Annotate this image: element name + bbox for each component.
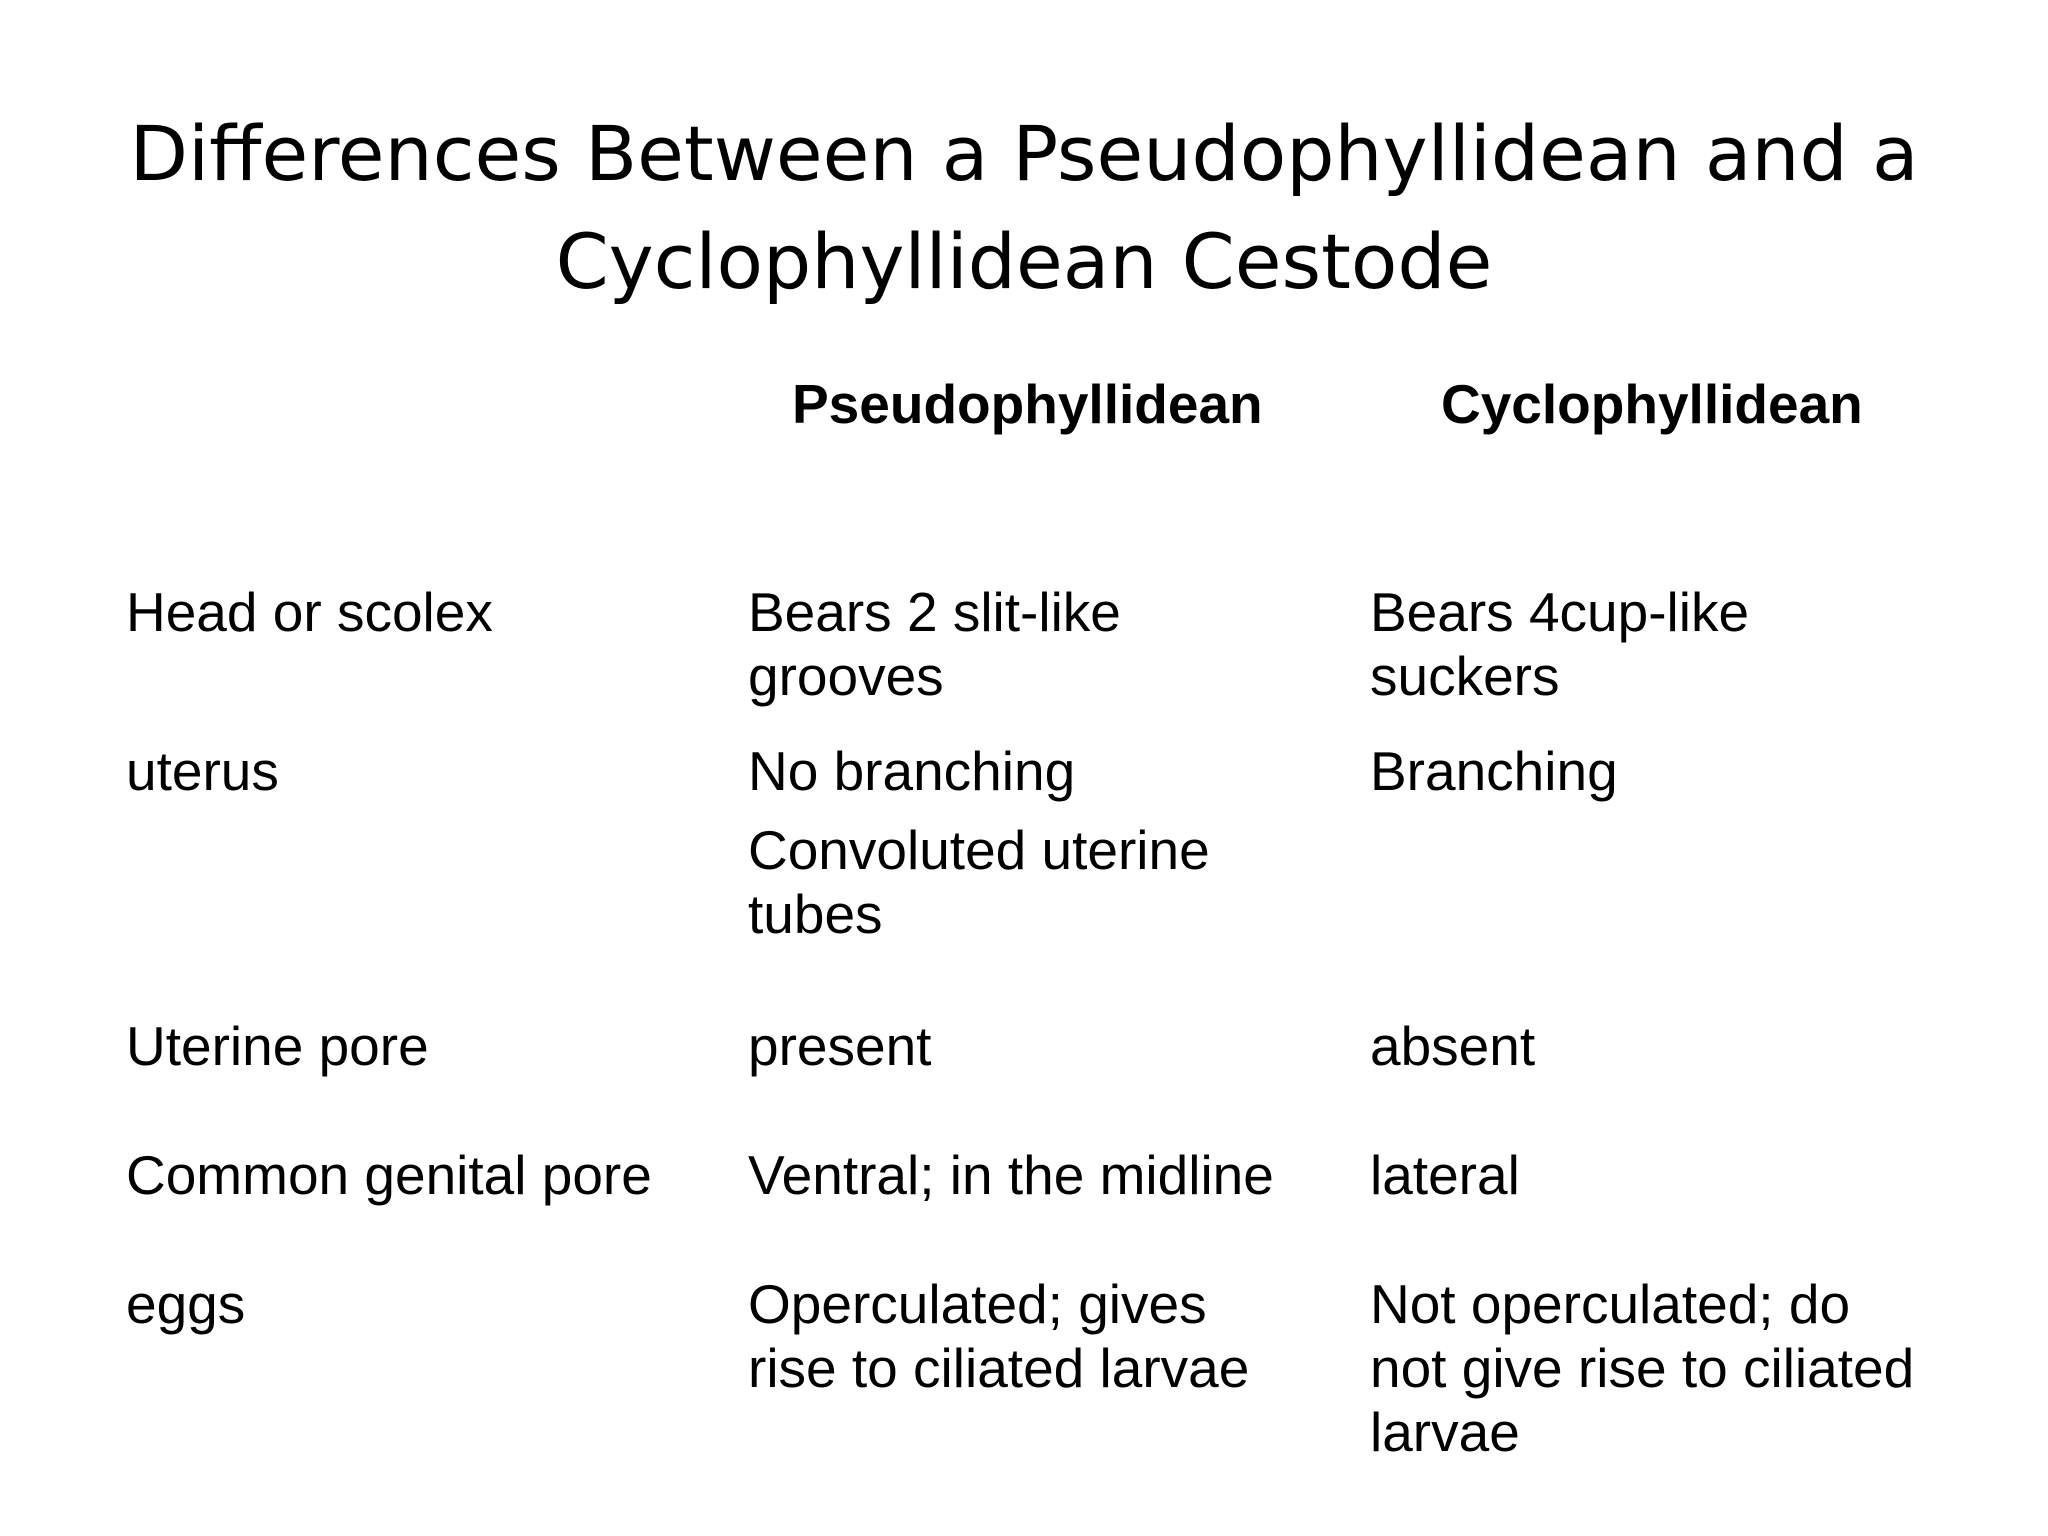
row-label-eggs: eggs — [126, 1273, 246, 1335]
row-label-head-or-scolex: Head or scolex — [126, 581, 493, 643]
cell-pseudo-uterus-extra-line-2: tubes — [748, 883, 883, 945]
slide-title — [0, 100, 2048, 316]
cell-pseudo-eggs-line-1: Operculated; gives — [748, 1273, 1207, 1335]
column-header-pseudophyllidean: Pseudophyllidean — [792, 373, 1263, 435]
row-label-common-genital-pore: Common genital pore — [126, 1144, 652, 1206]
cell-pseudo-eggs-line-2: rise to ciliated larvae — [748, 1337, 1250, 1399]
row-label-uterine-pore: Uterine pore — [126, 1015, 429, 1077]
cell-cyclo-eggs-line-2: not give rise to ciliated — [1370, 1337, 1915, 1399]
cell-cyclo-uterine-pore: absent — [1370, 1015, 1536, 1077]
slide-title-line-1: Differences Between a Pseudophyllidean and a — [129, 109, 1919, 198]
cell-cyclo-genital-pore: lateral — [1370, 1144, 1520, 1206]
cell-pseudo-head-line-2: grooves — [748, 645, 944, 707]
row-label-uterus: uterus — [126, 740, 279, 802]
cell-cyclo-eggs-line-3: larvae — [1370, 1401, 1520, 1463]
column-header-cyclophyllidean: Cyclophyllidean — [1441, 373, 1863, 435]
cell-pseudo-head-line-1: Bears 2 slit-like — [748, 581, 1121, 643]
cell-cyclo-eggs-line-1: Not operculated; do — [1370, 1273, 1851, 1335]
cell-pseudo-uterus: No branching — [748, 740, 1076, 802]
cell-cyclo-head-line-2: suckers — [1370, 645, 1560, 707]
cell-pseudo-genital-pore: Ventral; in the midline — [748, 1144, 1274, 1206]
cell-cyclo-head-line-1: Bears 4cup-like — [1370, 581, 1750, 643]
cell-pseudo-uterus-extra-line-1: Convoluted uterine — [748, 819, 1210, 881]
cell-cyclo-uterus: Branching — [1370, 740, 1618, 802]
cell-pseudo-uterine-pore: present — [748, 1015, 932, 1077]
slide-title-line-2: Cyclophyllidean Cestode — [555, 217, 1493, 306]
